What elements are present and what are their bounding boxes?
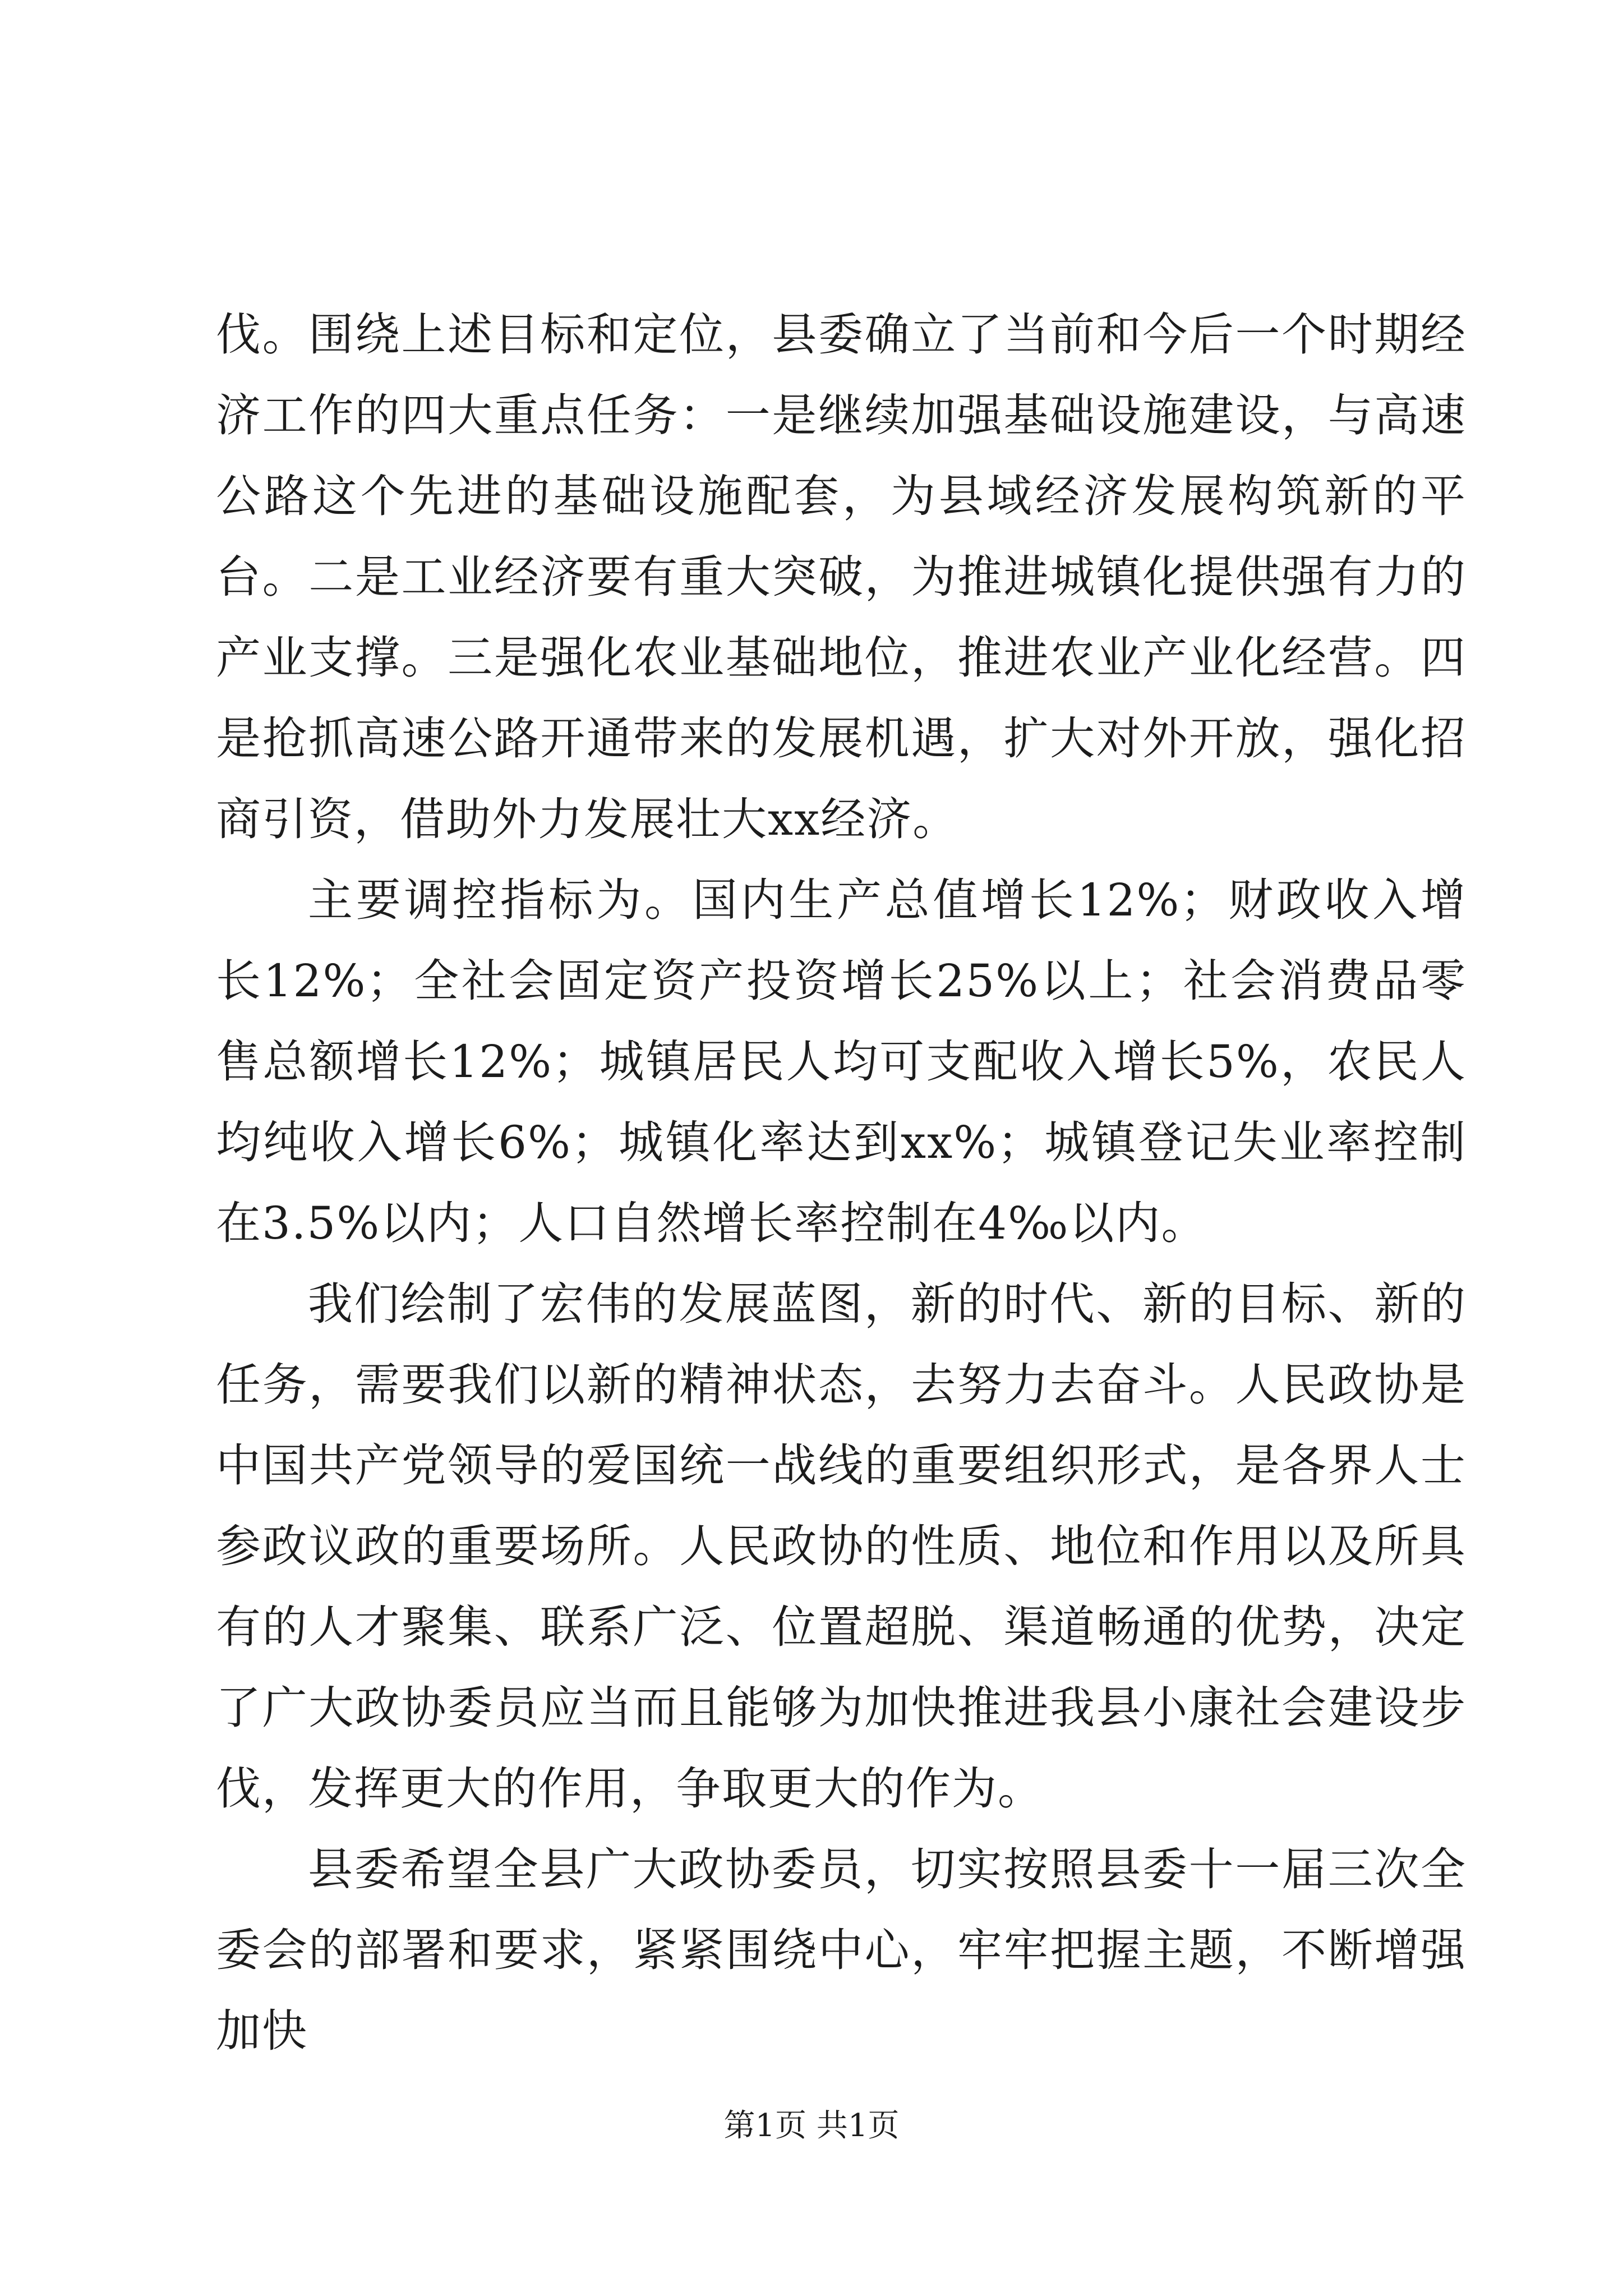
document-body bbox=[216, 295, 1467, 2072]
paragraph-blueprint: 我们绘制了宏伟的发展蓝图，新的时代、新的目标、新的任务，需要我们以新的精神状态，去努力去奋斗。人民政协是中国共产党领导的爱国统一战线的重要组织形式，是各界人士参政议政的重要场所。人民政协的性质、地位和作用以及所具有的人才聚集、联系广泛、位置超脱、渠道畅通的优势，决定了广大政协委员应当而且能够为加快推进我县小康社会建设步伐，发挥更大的作用，争取更大的作为。 bbox=[216, 1278, 1467, 1815]
paragraph-continuation: 伐。围绕上述目标和定位，县委确立了当前和今后一个时期经济工作的四大重点任务：一是继续加强基础设施建设，与高速公路这个先进的基础设施配套，为县域经济发展构筑新的平台。二是工业经济要有重大突破，为推进城镇化提供强有力的产业支撑。三是强化农业基础地位，推进农业产业化经营。四是抢抓高速公路开通带来的发展机遇，扩大对外开放，强化招商引资，借助外力发展壮大xx经济。 bbox=[216, 309, 1467, 845]
paragraph-expectations: 县委希望全县广大政协委员，切实按照县委十一届三次全委会的部署和要求，紧紧围绕中心，牢牢把握主题，不断增强加快 bbox=[216, 1843, 1467, 2057]
paragraph-control-targets: 主要调控指标为。国内生产总值增长12%；财政收入增长12%；全社会固定资产投资增长25%以上；社会消费品零售总额增长12%；城镇居民人均可支配收入增长5%，农民人均纯收入增长6%；城镇化率达到xx%；城镇登记失业率控制在3.5%以内；人口自然增长率控制在4‰以内。 bbox=[216, 874, 1467, 1249]
page-footer: 第1页 共1页 bbox=[723, 2108, 900, 2144]
